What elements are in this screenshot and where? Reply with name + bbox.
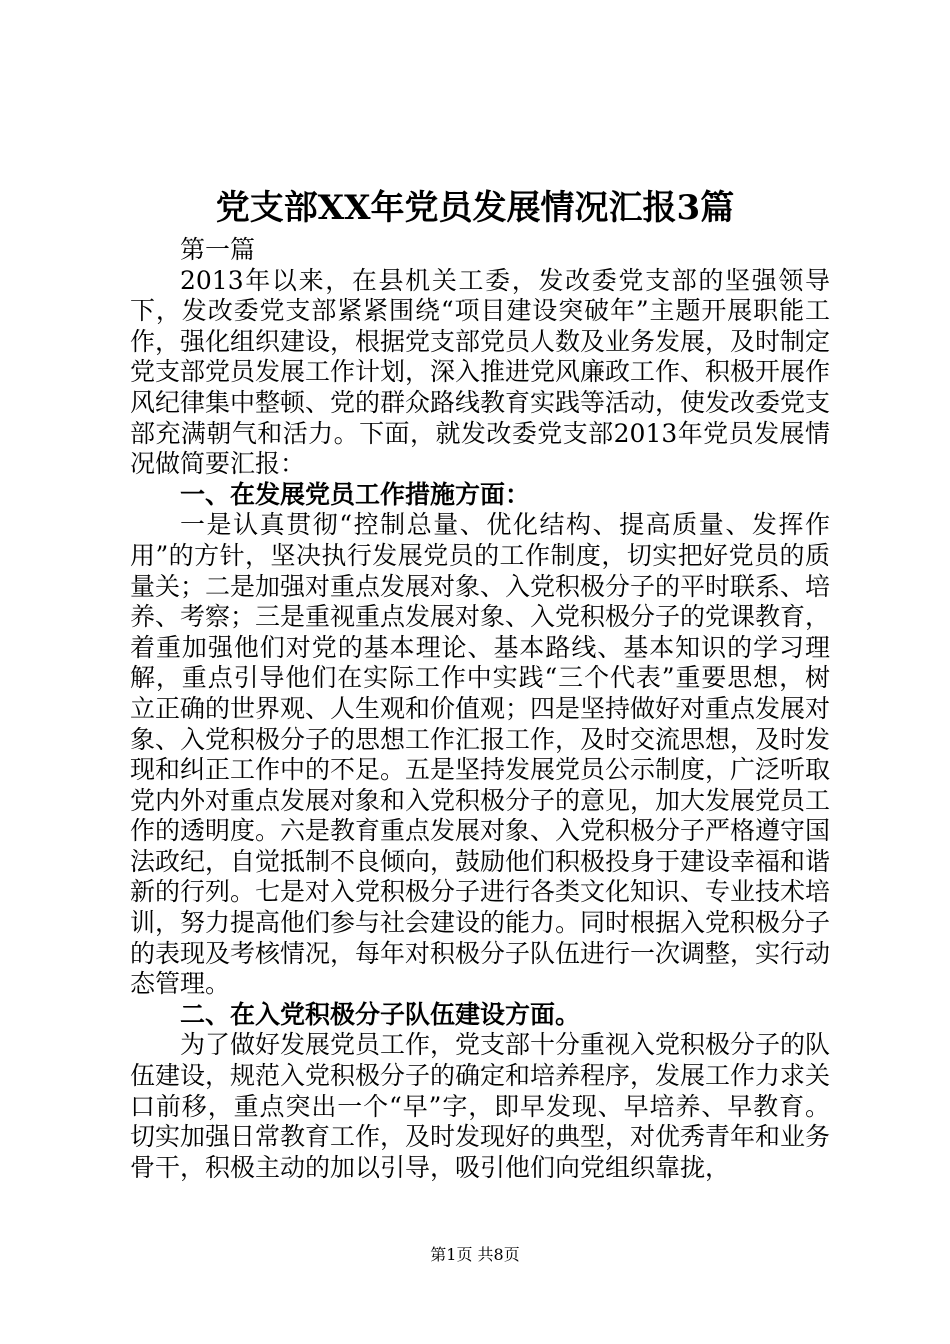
- page-number-footer: 第1页 共8页: [430, 1245, 520, 1264]
- section-2-heading: 二、在入党积极分子队伍建设方面。: [180, 999, 581, 1029]
- section-1-heading: 一、在发展党员工作措施方面：: [180, 479, 531, 509]
- part-label: 第一篇: [180, 235, 256, 264]
- document-body: [130, 235, 830, 1183]
- intro-paragraph: 2013年以来，在县机关工委，发改委党支部的坚强领导下，发改委党支部紧紧围绕“项目建设突破年”主题开展职能工作，强化组织建设，根据党支部党员人数及业务发展，及时制定党支部党员发展工作计划，深入推进党风廉政工作、积极开展作风纪律集中整顿、党的群众路线教育实践等活动，使发改委党支部充满朝气和活力。下面，就发改委党支部2013年党员发展情况做简要汇报：: [130, 265, 831, 479]
- section-1-paragraph: 一是认真贯彻“控制总量、优化结构、提高质量、发挥作用”的方针，坚决执行发展党员的工作制度，切实把好党员的质量关；二是加强对重点发展对象、入党积极分子的平时联系、培养、考察；三是重视重点发展对象、入党积极分子的党课教育，着重加强他们对党的基本理论、基本路线、基本知识的学习理解，重点引导他们在实际工作中实践“三个代表”重要思想，树立正确的世界观、人生观和价值观；四是坚持做好对重点发展对象、入党积极分子的思想工作汇报工作，及时交流思想，及时发现和纠正工作中的不足。五是坚持发展党员公示制度，广泛听取党内外对重点发展对象和入党积极分子的意见，加大发展党员工作的透明度。六是教育重点发展对象、入党积极分子严格遵守国法政纪，自觉抵制不良倾向，鼓励他们积极投身于建设幸福和谐新的行列。七是对入党积极分子进行各类文化知识、专业技术培训，努力提高他们参与社会建设的能力。同时根据入党积极分子的表现及考核情况，每年对积极分子队伍进行一次调整，实行动态管理。: [130, 510, 831, 999]
- document-title: 党支部XX年党员发展情况汇报3篇: [215, 188, 735, 228]
- section-2-paragraph: 为了做好发展党员工作，党支部十分重视入党积极分子的队伍建设，规范入党积极分子的确定和培养程序，发展工作力求关口前移，重点突出一个“早”字，即早发现、早培养、早教育。切实加强日常教育工作，及时发现好的典型，对优秀青年和业务骨干，积极主动的加以引导，吸引他们向党组织靠拢，: [130, 1030, 831, 1182]
